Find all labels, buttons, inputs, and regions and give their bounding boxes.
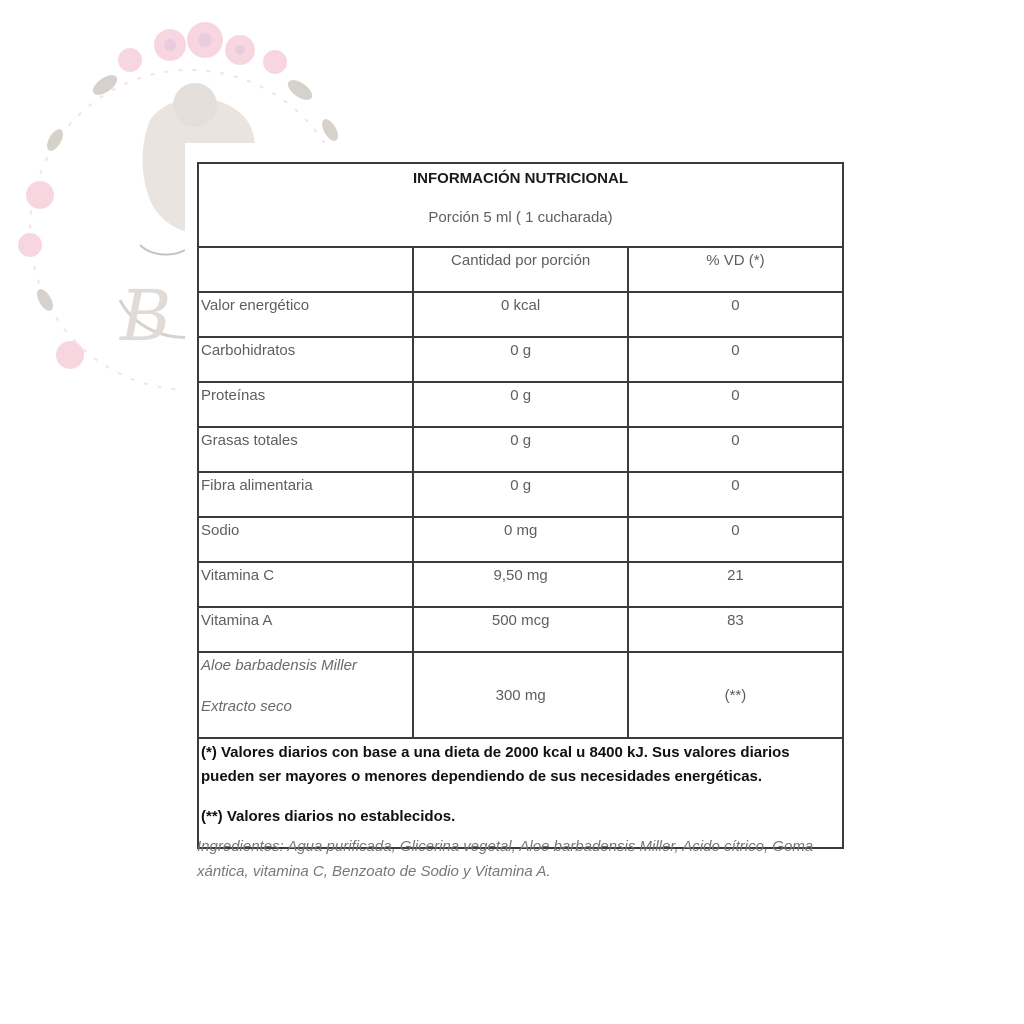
ingredients-text: Ingredientes: Agua purificada, Glicerina vegetal, Aloe barbadensis Miller, Acido cítrico, Goma xántica, vitamina C, Benzoato de Sodio y Vitamina A. bbox=[197, 838, 814, 880]
table-row bbox=[198, 337, 843, 382]
table-row bbox=[198, 517, 843, 562]
footnote-not-established: (**) Valores diarios no establecidos. bbox=[201, 808, 456, 825]
nutrient-amount: 0 g bbox=[413, 472, 627, 517]
table-row bbox=[198, 472, 843, 517]
nutrient-amount: 0 g bbox=[413, 337, 627, 382]
aloe-row bbox=[198, 652, 843, 738]
table-row bbox=[198, 562, 843, 607]
aloe-name-line2: Extracto seco bbox=[201, 698, 292, 715]
svg-text:B: B bbox=[120, 275, 172, 357]
portion-size: Porción 5 ml ( 1 cucharada) bbox=[428, 209, 613, 226]
aloe-amount: 300 mg bbox=[413, 652, 627, 738]
nutrient-name: Vitamina A bbox=[198, 607, 413, 652]
table-row bbox=[198, 607, 843, 652]
nutrient-name: Proteínas bbox=[198, 382, 413, 427]
table-title: INFORMACIÓN NUTRICIONAL bbox=[413, 170, 628, 187]
nutrient-dv: 83 bbox=[628, 607, 843, 652]
table-row bbox=[198, 427, 843, 472]
nutrient-dv: 0 bbox=[628, 517, 843, 562]
nutrient-amount: 0 g bbox=[413, 382, 627, 427]
nutrient-amount: 0 mg bbox=[413, 517, 627, 562]
column-header-label bbox=[198, 247, 413, 292]
nutrient-name: Sodio bbox=[198, 517, 413, 562]
nutrient-name: Carbohidratos bbox=[198, 337, 413, 382]
nutrient-name: Fibra alimentaria bbox=[198, 472, 413, 517]
nutrient-name: Grasas totales bbox=[198, 427, 413, 472]
nutrient-amount: 500 mcg bbox=[413, 607, 627, 652]
column-header-amount: Cantidad por porción bbox=[413, 247, 627, 292]
footnote-daily-values: (*) Valores diarios con base a una dieta de 2000 kcal u 8400 kJ. Sus valores diarios pueden ser mayores o menores dependiendo de sus necesidades energéticas. bbox=[201, 744, 790, 785]
table-row bbox=[198, 292, 843, 337]
nutrient-dv: 21 bbox=[628, 562, 843, 607]
nutrient-amount: 0 g bbox=[413, 427, 627, 472]
nutrient-name: Valor energético bbox=[198, 292, 413, 337]
nutrient-dv: 0 bbox=[628, 292, 843, 337]
nutrient-dv: 0 bbox=[628, 337, 843, 382]
nutrient-dv: 0 bbox=[628, 472, 843, 517]
nutrient-amount: 0 kcal bbox=[413, 292, 627, 337]
aloe-name-line1: Aloe barbadensis Miller bbox=[201, 657, 357, 674]
table-header bbox=[198, 163, 843, 247]
footnotes bbox=[198, 738, 843, 848]
table-row bbox=[198, 382, 843, 427]
nutrient-amount: 9,50 mg bbox=[413, 562, 627, 607]
nutrient-dv: 0 bbox=[628, 427, 843, 472]
aloe-name bbox=[198, 652, 413, 738]
column-header-dv: % VD (*) bbox=[628, 247, 843, 292]
nutrient-name: Vitamina C bbox=[198, 562, 413, 607]
nutrition-table bbox=[197, 162, 844, 849]
nutrient-dv: 0 bbox=[628, 382, 843, 427]
column-header-row bbox=[198, 247, 843, 292]
aloe-dv: (**) bbox=[628, 652, 843, 738]
